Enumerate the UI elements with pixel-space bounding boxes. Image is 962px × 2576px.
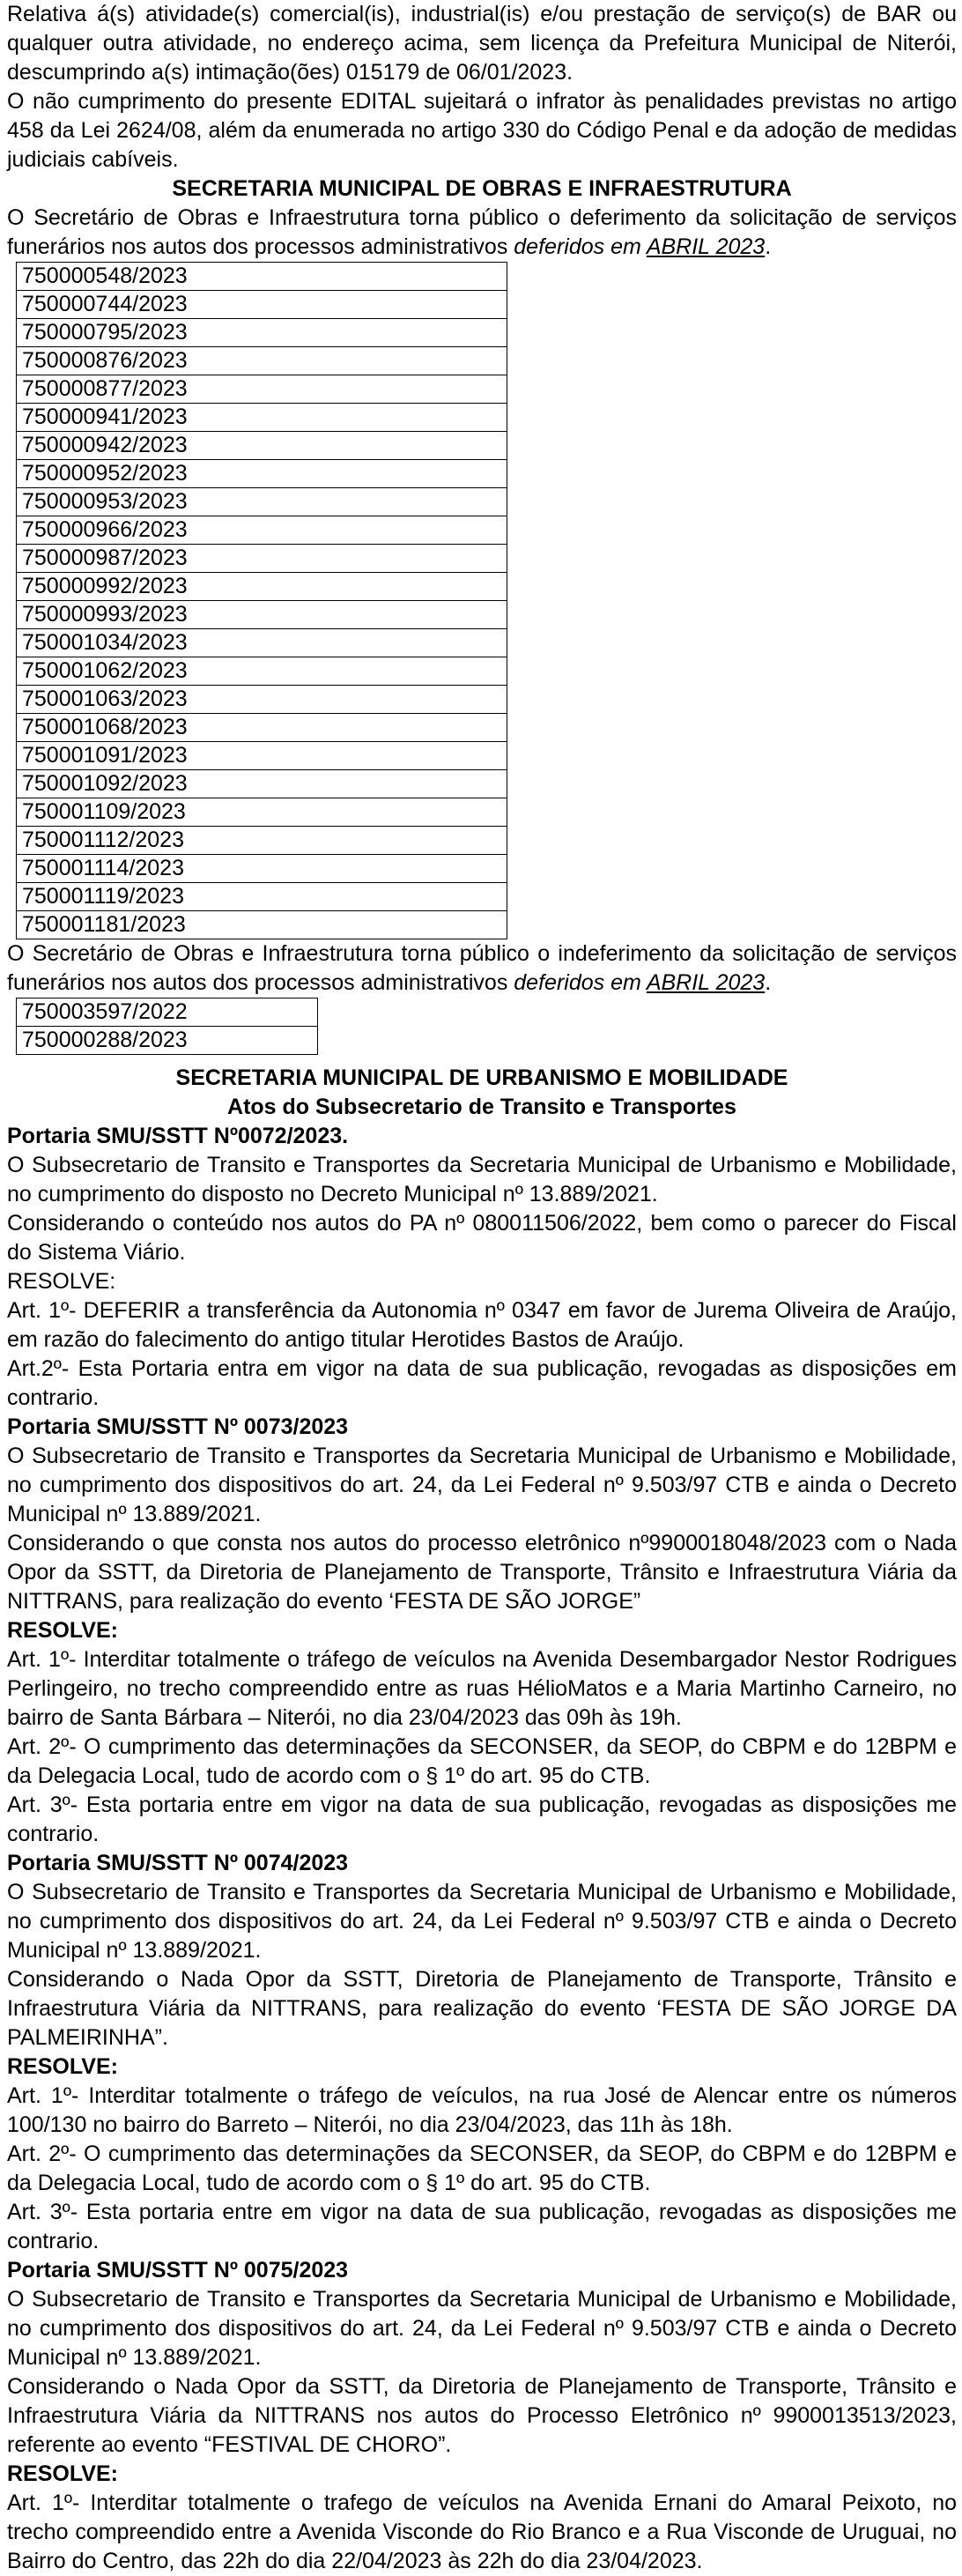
portaria-0075-title: Portaria SMU/SSTT Nº 0075/2023	[7, 2258, 349, 2283]
process-row	[17, 432, 507, 460]
portaria-0073-preamble: O Subsecretario de Transito e Transportes da Secretaria Municipal de Urbanismo e Mobilidade, no cumprimento dos dispositivos do art. 24, da Lei Federal nº 9.503/97 CTB e ainda o Decreto Municipal nº 13.889/2021.	[7, 1444, 957, 1526]
process-row	[17, 798, 507, 827]
portaria-0072-title: Portaria SMU/SSTT Nº0072/2023.	[7, 1124, 349, 1148]
process-row	[17, 347, 507, 375]
portaria-0073-title: Portaria SMU/SSTT Nº 0073/2023	[7, 1414, 349, 1439]
portaria-0075-resolve: RESOLVE:	[7, 2461, 118, 2486]
obras-indeferimento-paragraph: O Secretário de Obras e Infraestrutura torna público o indeferimento da solicitação de serviços funerários nos autos dos processos administrativos deferidos em ABRIL 2023.	[7, 941, 957, 995]
process-row	[17, 404, 507, 432]
process-row	[17, 573, 507, 601]
process-number: 750000795/2023	[17, 319, 507, 347]
process-row	[17, 911, 507, 939]
portaria-0072-art2: Art.2º- Esta Portaria entra em vigor na data de sua publicação, revogadas as disposições em contrario.	[7, 1356, 957, 1410]
intro-paragraph-2: O não cumprimento do presente EDITAL sujeitará o infrator às penalidades previstas no artigo 458 da Lei 2624/08, além da enumerada no artigo 330 do Código Penal e da adoção de medidas judiciais cabíveis.	[7, 89, 957, 172]
process-number: 750001114/2023	[17, 855, 507, 883]
portaria-0073-resolve: RESOLVE:	[7, 1618, 118, 1643]
process-number: 750000987/2023	[17, 545, 507, 573]
portaria-0073-art2: Art. 2º- O cumprimento das determinações da SECONSER, da SEOP, do CBPM e do 12BPM e da Delegacia Local, tudo de acordo com o § 1º do art. 95 do CTB.	[7, 1734, 957, 1788]
portaria-0072-preamble: O Subsecretario de Transito e Transportes da Secretaria Municipal de Urbanismo e Mobilidade, no cumprimento do disposto no Decreto Municipal nº 13.889/2021.	[7, 1153, 957, 1206]
portaria-0074-art1: Art. 1º- Interditar totalmente o tráfego de veículos, na rua José de Alencar entre os números 100/130 no bairro do Barreto – Niterói, no dia 23/04/2023, das 11h às 18h.	[7, 2083, 957, 2137]
process-number: 750000876/2023	[17, 347, 507, 375]
portaria-0072-considerando: Considerando o conteúdo nos autos do PA nº 080011506/2022, bem como o parecer do Fiscal do Sistema Viário.	[7, 1211, 957, 1265]
portaria-0074-preamble: O Subsecretario de Transito e Transportes da Secretaria Municipal de Urbanismo e Mobilidade, no cumprimento dos dispositivos do art. 24, da Lei Federal nº 9.503/97 CTB e ainda o Decreto Municipal nº 13.889/2021.	[7, 1880, 957, 1963]
process-row	[17, 742, 507, 770]
process-row	[17, 714, 507, 742]
obras-deferimento-paragraph: O Secretário de Obras e Infraestrutura torna público o deferimento da solicitação de serviços funerários nos autos dos processos administrativos deferidos em ABRIL 2023.	[7, 205, 957, 259]
indeferidos-process-table	[16, 998, 318, 1055]
process-number: 750001109/2023	[17, 798, 507, 827]
portaria-0075-considerando: Considerando o Nada Opor da SSTT, da Diretoria de Planejamento de Transporte, Trânsito e Infraestrutura Viária da NITTRANS nos autos do Processo Eletrônico nº 9900013513/2023, referente ao evento “FESTIVAL DE CHORO”.	[7, 2374, 957, 2457]
process-number: 750001181/2023	[17, 911, 507, 939]
process-row	[17, 263, 507, 291]
process-number: 750000993/2023	[17, 601, 507, 629]
process-number: 750001034/2023	[17, 629, 507, 657]
process-number: 750001092/2023	[17, 770, 507, 798]
portaria-0074-art2: Art. 2º- O cumprimento das determinações da SECONSER, da SEOP, do CBPM e do 12BPM e da Delegacia Local, tudo de acordo com o § 1º do art. 95 do CTB.	[7, 2142, 957, 2195]
process-row	[17, 319, 507, 347]
portaria-0072-resolve: RESOLVE:	[7, 1269, 116, 1294]
portaria-0073-art3: Art. 3º- Esta portaria entre em vigor na data de sua publicação, revogadas as disposições me contrario.	[7, 1793, 957, 1846]
process-row	[17, 855, 507, 883]
process-number: 750000952/2023	[17, 460, 507, 488]
process-number: 750003597/2022	[17, 998, 318, 1027]
process-row	[17, 629, 507, 657]
process-number: 750000548/2023	[17, 263, 507, 291]
process-row	[17, 488, 507, 516]
process-number: 750001063/2023	[17, 686, 507, 714]
intro-paragraph-1: Relativa á(s) atividade(s) comercial(is), industrial(is) e/ou prestação de serviço(s) de BAR ou qualquer outra atividade, no endereço acima, sem licença da Prefeitura Municipal de Niterói, descumprindo a(s) intimação(ões) 015179 de 06/01/2023.	[7, 2, 957, 85]
process-number: 750001119/2023	[17, 883, 507, 911]
process-number: 750001068/2023	[17, 714, 507, 742]
process-number: 750000992/2023	[17, 573, 507, 601]
process-row	[17, 460, 507, 488]
portaria-0074-resolve: RESOLVE:	[7, 2054, 118, 2079]
portaria-0074-title: Portaria SMU/SSTT Nº 0074/2023	[7, 1851, 349, 1875]
process-number: 750000953/2023	[17, 488, 507, 516]
urbanismo-subheading: Atos do Subsecretario de Transito e Transportes	[227, 1095, 736, 1119]
process-row	[17, 545, 507, 573]
process-number: 750000288/2023	[17, 1027, 318, 1055]
process-row	[17, 1027, 318, 1055]
process-row	[17, 770, 507, 798]
process-number: 750001062/2023	[17, 657, 507, 686]
process-row	[17, 686, 507, 714]
process-number: 750000744/2023	[17, 291, 507, 319]
process-number: 750000942/2023	[17, 432, 507, 460]
process-number: 750000966/2023	[17, 516, 507, 545]
urbanismo-heading: SECRETARIA MUNICIPAL DE URBANISMO E MOBILIDADE	[175, 1065, 788, 1090]
portaria-0074-considerando: Considerando o Nada Opor da SSTT, Diretoria de Planejamento de Transporte, Trânsito e Infraestrutura Viária da NITTRANS, para realização do evento ‘FESTA DE SÃO JORGE DA PALMEIRINHA”.	[7, 1967, 957, 2050]
process-number: 750000877/2023	[17, 375, 507, 404]
process-number: 750001112/2023	[17, 827, 507, 855]
obras-heading: SECRETARIA MUNICIPAL DE OBRAS E INFRAESTRUTURA	[172, 176, 792, 201]
process-row	[17, 883, 507, 911]
portaria-0074-art3: Art. 3º- Esta portaria entre em vigor na data de sua publicação, revogadas as disposições me contrario.	[7, 2200, 957, 2253]
deferidos-process-table	[16, 262, 507, 939]
process-row	[17, 291, 507, 319]
process-number: 750000941/2023	[17, 404, 507, 432]
portaria-0073-art1: Art. 1º- Interditar totalmente o tráfego de veículos na Avenida Desembargador Nestor Rodrigues Perlingeiro, no trecho compreendido entre as ruas HélioMatos e a Maria Martinho Carneiro, no bairro de Santa Bárbara – Niterói, no dia 23/04/2023 das 09h às 19h.	[7, 1647, 957, 1730]
portaria-0075-preamble: O Subsecretario de Transito e Transportes da Secretaria Municipal de Urbanismo e Mobilidade, no cumprimento dos dispositivos do art. 24, da Lei Federal nº 9.503/97 CTB e ainda o Decreto Municipal nº 13.889/2021.	[7, 2287, 957, 2370]
portaria-0075-art1: Art. 1º- Interditar totalmente o trafego de veículos na Avenida Ernani do Amaral Peixoto, no trecho compreendido entre a Avenida Visconde do Rio Branco e a Rua Visconde de Uruguai, no Bairro do Centro, das 22h do dia 22/04/2023 às 22h do dia 23/04/2023.	[7, 2491, 957, 2573]
process-row	[17, 827, 507, 855]
portaria-0073-considerando: Considerando o que consta nos autos do processo eletrônico nº9900018048/2023 com o Nada Opor da SSTT, da Diretoria de Planejamento de Transporte, Trânsito e Infraestrutura Viária da NITTRANS, para realização do evento ‘FESTA DE SÃO JORGE”	[7, 1531, 957, 1614]
process-number: 750001091/2023	[17, 742, 507, 770]
process-row	[17, 516, 507, 545]
process-row	[17, 375, 507, 404]
process-row	[17, 601, 507, 629]
process-row	[17, 998, 318, 1027]
portaria-0072-art1: Art. 1º- DEFERIR a transferência da Autonomia nº 0347 em favor de Jurema Oliveira de Araújo, em razão do falecimento do antigo titular Herotides Bastos de Araújo.	[7, 1298, 957, 1352]
process-row	[17, 657, 507, 686]
